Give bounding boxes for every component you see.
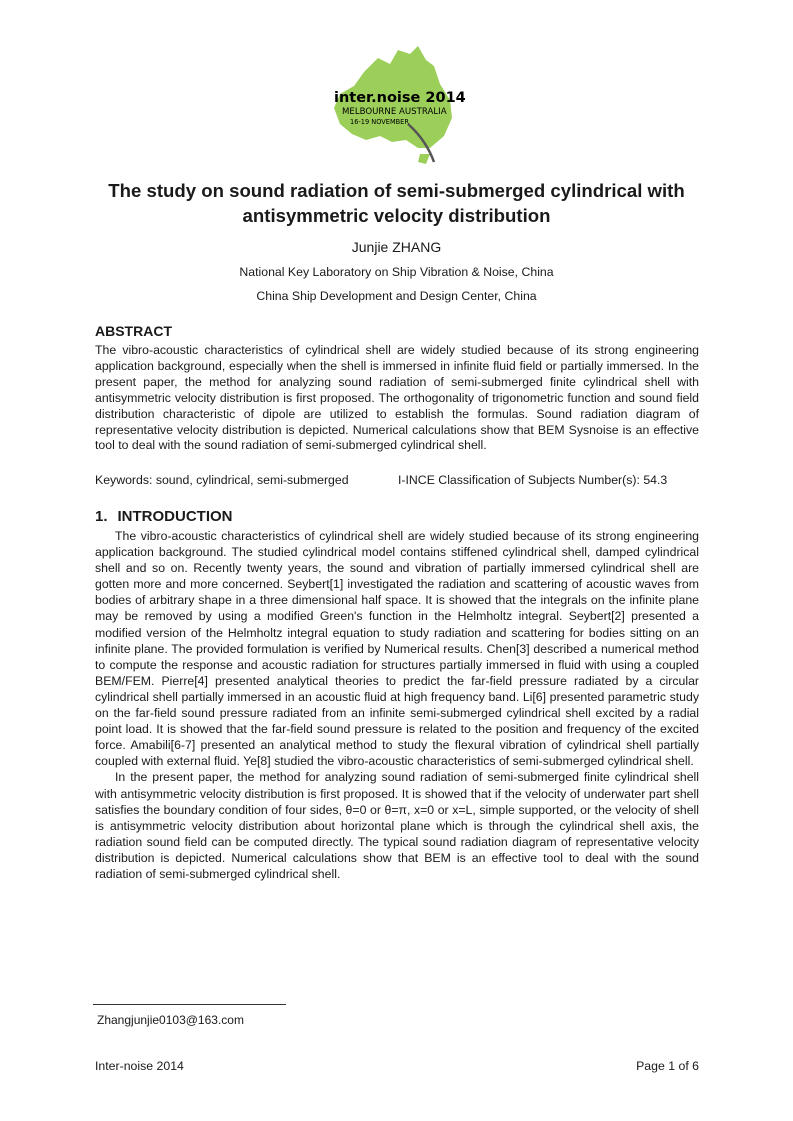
paper-title: The study on sound radiation of semi-submerged cylindrical with antisymmetric velocity distribution	[108, 180, 685, 226]
logo-location: MELBOURNE AUSTRALIA	[342, 107, 447, 117]
keywords: Keywords: sound, cylindrical, semi-submerged	[95, 473, 349, 487]
footer-conference: Inter-noise 2014	[95, 1059, 184, 1073]
footer-page-number: Page 1 of 6	[636, 1059, 699, 1073]
section-number: 1.	[95, 508, 108, 525]
section-heading-introduction	[95, 508, 233, 525]
abstract-body: The vibro-acoustic characteristics of cylindrical shell are widely studied because of its strong engineering application background, especially when the shell is immersed in infinite fluid field or partially immersed. In the present paper, the method for analyzing sound radiation of semi-submerged finite cylindrical shell with antisymmetric velocity distribution is first proposed. The orthogonality of trigonometric function and sound field distribution characteristic of dipole are utilized to establish the formulas. Sound radiation diagram of representative velocity distribution is depicted. Numerical calculations show that BEM Sysnoise is an effective tool to deal with the sound radiation of semi-submerged cylindrical shell.	[95, 343, 699, 453]
affiliation-1: National Key Laboratory on Ship Vibration & Noise, China	[239, 265, 554, 279]
footnote-email: Zhangjunjie0103@163.com	[97, 1013, 244, 1027]
australia-map-icon	[326, 44, 466, 174]
abstract-heading: ABSTRACT	[95, 323, 172, 339]
intro-paragraph-2: In the present paper, the method for analyzing sound radiation of semi-submerged finite cylindrical shell with antisymmetric velocity distribution is first proposed. It is showed that if the velocity of underwater part shell satisfies the boundary condition of four sides, θ=0 or θ=π, x=0 or x=L, simple supported, or the velocity of shell is antisymmetric velocity distribution about horizontal plane which is through the cylindrical shell axis, the radiation sound field can be computed directly. The typical sound radiation diagram of representative velocity distribution is depicted. Numerical calculations show that BEM is an effective tool to deal with the sound radiation of semi-submerged cylindrical shell.	[95, 770, 699, 881]
author-name: Junjie ZHANG	[351, 239, 442, 255]
section-title: INTRODUCTION	[117, 508, 233, 525]
affiliation-2: China Ship Development and Design Center, China	[256, 289, 537, 303]
footnote-divider	[93, 1004, 286, 1005]
logo-title: inter.noise 2014	[334, 90, 466, 106]
logo-dates: 16-19 NOVEMBER	[350, 118, 409, 126]
iince-classification: I-INCE Classification of Subjects Number(s): 54.3	[398, 473, 668, 487]
conference-logo	[326, 44, 466, 174]
intro-paragraph-1: The vibro-acoustic characteristics of cylindrical shell are widely studied because of its strong engineering application background. The studied cylindrical model contains stiffened cylindrical shell, damped cylindrical shell and so on. Recently twenty years, the sound and vibration of partially immersed cylindrical shell are gotten more and more concerned. Seybert[1] investigated the radiation and scattering of acoustic waves from bodies of arbitrary shape in a three dimensional half space. It is showed that the integrals on the infinite plane may be removed by using a modified Green's function in the Helmholtz integral. Seybert[2] presented a modified version of the Helmholtz integral equation to study radiation and scattering for bodies sitting on an infinite plane. The provided formulation is verified by Numerical results. Chen[3] described a numerical method to compute the response and acoustic radiation for structures partially immersed in fluid with using a coupled BEM/FEM. Pierre[4] presented analytical theories to predict the far-field pressure radiated by a circular cylindrical shell partially immersed in an acoustic fluid at high frequency band. Li[6] presented parametric study on the far-field sound pressure radiated from an infinite semi-submerged cylindrical shell excited by a radial point load. It is showed that the far-field sound pressure is related to the position and frequency of the excited force. Amabili[6-7] presented an analytical method to study the flexural vibration of cylindrical shell partially coupled with external fluid. Ye[8] studied the vibro-acoustic characteristics of semi-submerged cylindrical shell.	[95, 529, 699, 769]
introduction-body	[95, 528, 699, 882]
